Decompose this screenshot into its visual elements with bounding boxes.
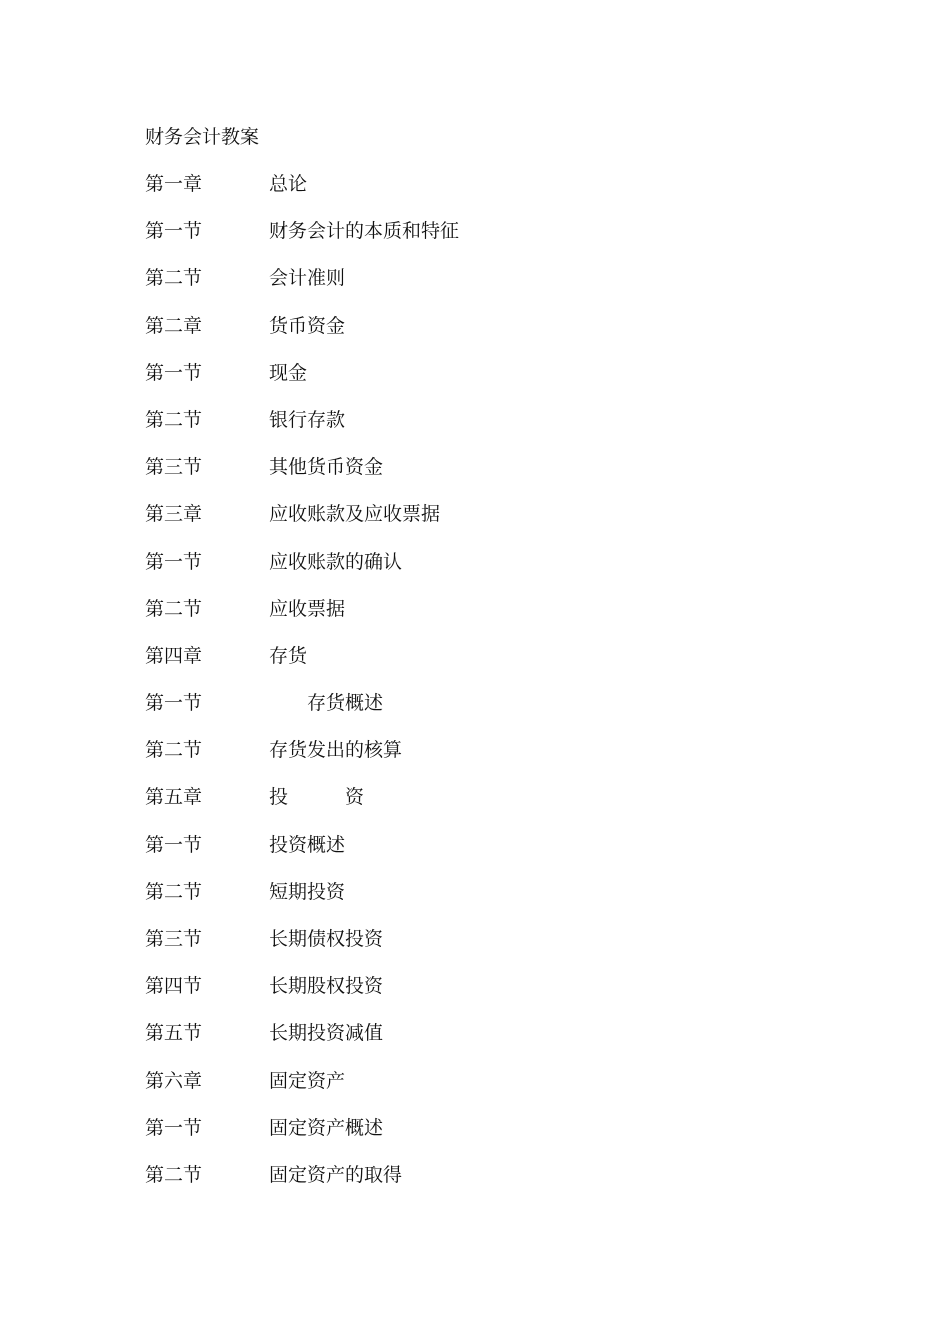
toc-number: 第五节: [145, 1022, 203, 1045]
toc-number: 第二节: [145, 880, 203, 903]
toc-row: [145, 833, 845, 880]
toc-row: [145, 1116, 845, 1163]
toc-title: 应收账款的确认: [269, 550, 403, 573]
toc-title: 固定资产: [269, 1069, 346, 1092]
toc-row: [145, 550, 845, 597]
document-title: 财务会计教案: [145, 126, 260, 148]
toc-number: 第二章: [145, 314, 203, 337]
toc-row: [145, 455, 845, 502]
toc-number: 第一节: [145, 220, 203, 243]
toc-number: 第二节: [145, 739, 203, 762]
toc-title: 投资概述: [269, 833, 346, 856]
toc-number: 第二节: [145, 408, 203, 431]
toc-title: 长期股权投资: [269, 975, 384, 998]
toc-title: 投 资: [269, 786, 365, 809]
toc-row: [145, 974, 845, 1021]
toc-title: 短期投资: [269, 880, 346, 903]
toc-row: [145, 880, 845, 927]
toc-row: [145, 408, 845, 455]
toc-title: 应收票据: [269, 597, 346, 620]
toc-number: 第六章: [145, 1069, 203, 1092]
toc-row-ch5: [145, 785, 845, 832]
toc-row: [145, 266, 845, 313]
toc-number: 第一章: [145, 173, 203, 195]
toc-number: 第一节: [145, 833, 203, 856]
toc-number: 第二节: [145, 597, 203, 620]
toc-number: 第三节: [145, 456, 203, 479]
toc-title: 存货概述: [307, 692, 384, 715]
toc-row: [145, 361, 845, 408]
toc-number: 第三章: [145, 503, 203, 526]
toc-title: 银行存款: [269, 408, 346, 431]
toc-title: 应收账款及应收票据: [269, 503, 441, 526]
toc-number: 第二节: [145, 1163, 203, 1186]
toc-title: 其他货币资金: [269, 456, 384, 479]
toc-row-ch6: [145, 1069, 845, 1116]
toc-number: 第一节: [145, 692, 203, 715]
toc-number: 第三节: [145, 928, 203, 950]
toc-row: [145, 691, 845, 738]
toc-row: [145, 219, 845, 266]
toc-number: 第五章: [145, 786, 203, 809]
toc-number: 第四节: [145, 975, 203, 998]
toc-title: 会计准则: [269, 267, 346, 290]
toc-title: 存货发出的核算: [269, 739, 403, 762]
toc-title: 长期投资减值: [269, 1022, 384, 1045]
toc-number: 第二节: [145, 267, 203, 290]
toc-number: 第四章: [145, 644, 203, 667]
toc-title: 长期债权投资: [269, 928, 384, 950]
toc-row: [145, 1163, 845, 1210]
toc-title: 现金: [269, 361, 308, 384]
toc-row-ch3: [145, 502, 845, 549]
toc-title: 存货: [269, 644, 308, 667]
toc-row: [145, 927, 845, 974]
toc-title: 固定资产概述: [269, 1116, 384, 1139]
toc-title: 货币资金: [269, 314, 346, 337]
toc-row: [145, 1021, 845, 1068]
toc-row-ch1: [145, 172, 845, 219]
toc-row: [145, 597, 845, 644]
toc-row-ch2: [145, 314, 845, 361]
table-of-contents: [145, 172, 845, 1210]
toc-row: [145, 738, 845, 785]
toc-row-ch4: [145, 644, 845, 691]
toc-title: 总论: [269, 173, 308, 195]
toc-number: 第一节: [145, 1116, 203, 1139]
toc-title: 财务会计的本质和特征: [269, 220, 460, 243]
toc-number: 第一节: [145, 361, 203, 384]
toc-title: 固定资产的取得: [269, 1163, 403, 1186]
toc-number: 第一节: [145, 550, 203, 573]
